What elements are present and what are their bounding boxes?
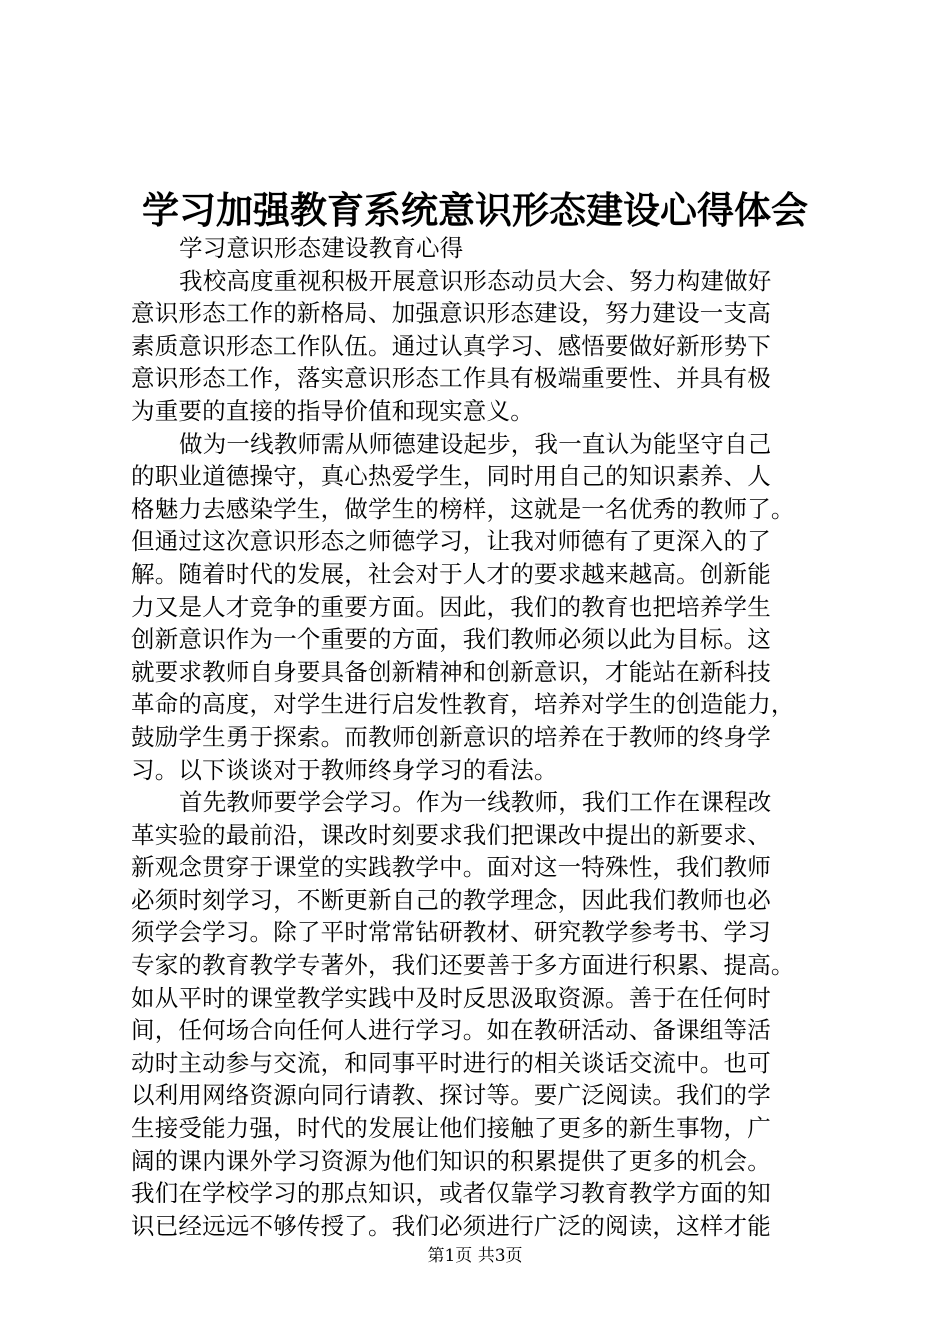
- text-line: 专家的教育教学专著外，我们还要善于多方面进行积累、提高。: [131, 951, 795, 980]
- paragraph-lines: [131, 265, 851, 1243]
- text-line: 我们在学校学习的那点知识，或者仅靠学习教育教学方面的知: [131, 1179, 771, 1208]
- text-line: 意识形态工作的新格局、加强意识形态建设，努力建设一支高: [131, 299, 771, 328]
- text-line: 首先教师要学会学习。作为一线教师，我们工作在课程改: [179, 788, 772, 817]
- text-line: 识已经远远不够传授了。我们必须进行广泛的阅读，这样才能: [131, 1211, 771, 1240]
- text-line: 习。以下谈谈对于教师终身学习的看法。: [131, 755, 558, 784]
- text-line: 就要求教师自身要具备创新精神和创新意识，才能站在新科技: [131, 657, 771, 686]
- text-line: 阔的课内课外学习资源为他们知识的积累提供了更多的机会。: [131, 1146, 771, 1175]
- text-line: 我校高度重视积极开展意识形态动员大会、努力构建做好: [179, 266, 772, 295]
- text-line: 意识形态工作，落实意识形态工作具有极端重要性、并具有极: [131, 364, 771, 393]
- text-line: 革命的高度，对学生进行启发性教育，培养对学生的创造能力，: [131, 690, 795, 719]
- text-line: 鼓励学生勇于探索。而教师创新意识的培养在于教师的终身学: [131, 722, 771, 751]
- text-line: 素质意识形态工作队伍。通过认真学习、感悟要做好新形势下: [131, 331, 771, 360]
- text-line: 力又是人才竞争的重要方面。因此，我们的教育也把培养学生: [131, 592, 771, 621]
- text-line: 如从平时的课堂教学实践中及时反思汲取资源。善于在任何时: [131, 983, 771, 1012]
- text-line: 动时主动参与交流，和同事平时进行的相关谈话交流中。也可: [131, 1048, 771, 1077]
- text-line: 须学会学习。除了平时常常钻研教材、研究教学参考书、学习: [131, 918, 771, 947]
- document-title: 学习加强教育系统意识形态建设心得体会: [142, 188, 808, 232]
- document-subtitle: 学习意识形态建设教育心得: [179, 234, 464, 262]
- text-line: 解。随着时代的发展，社会对于人才的要求越来越高。创新能: [131, 559, 771, 588]
- text-line: 革实验的最前沿，课改时刻要求我们把课改中提出的新要求、: [131, 820, 771, 849]
- text-line: 新观念贯穿于课堂的实践教学中。面对这一特殊性，我们教师: [131, 853, 771, 882]
- text-line: 间，任何场合向任何人进行学习。如在教研活动、备课组等活: [131, 1016, 771, 1045]
- text-line: 创新意识作为一个重要的方面，我们教师必须以此为目标。这: [131, 625, 771, 654]
- text-line: 但通过这次意识形态之师德学习，让我对师德有了更深入的了: [131, 527, 771, 556]
- text-line: 必须时刻学习，不断更新自己的教学理念，因此我们教师也必: [131, 885, 771, 914]
- text-line: 生接受能力强，时代的发展让他们接触了更多的新生事物，广: [131, 1114, 771, 1143]
- page-footer: 第1页 共3页: [427, 1246, 523, 1266]
- text-line: 以利用网络资源向同行请教、探讨等。要广泛阅读。我们的学: [131, 1081, 771, 1110]
- text-line: 格魅力去感染学生，做学生的榜样，这就是一名优秀的教师了。: [131, 494, 795, 523]
- text-line: 为重要的直接的指导价值和现实意义。: [131, 396, 534, 425]
- document-body: [131, 232, 851, 1242]
- text-line: 的职业道德操守，真心热爱学生，同时用自己的知识素养、人: [131, 462, 771, 491]
- text-line: 做为一线教师需从师德建设起步，我一直认为能坚守自己: [179, 429, 772, 458]
